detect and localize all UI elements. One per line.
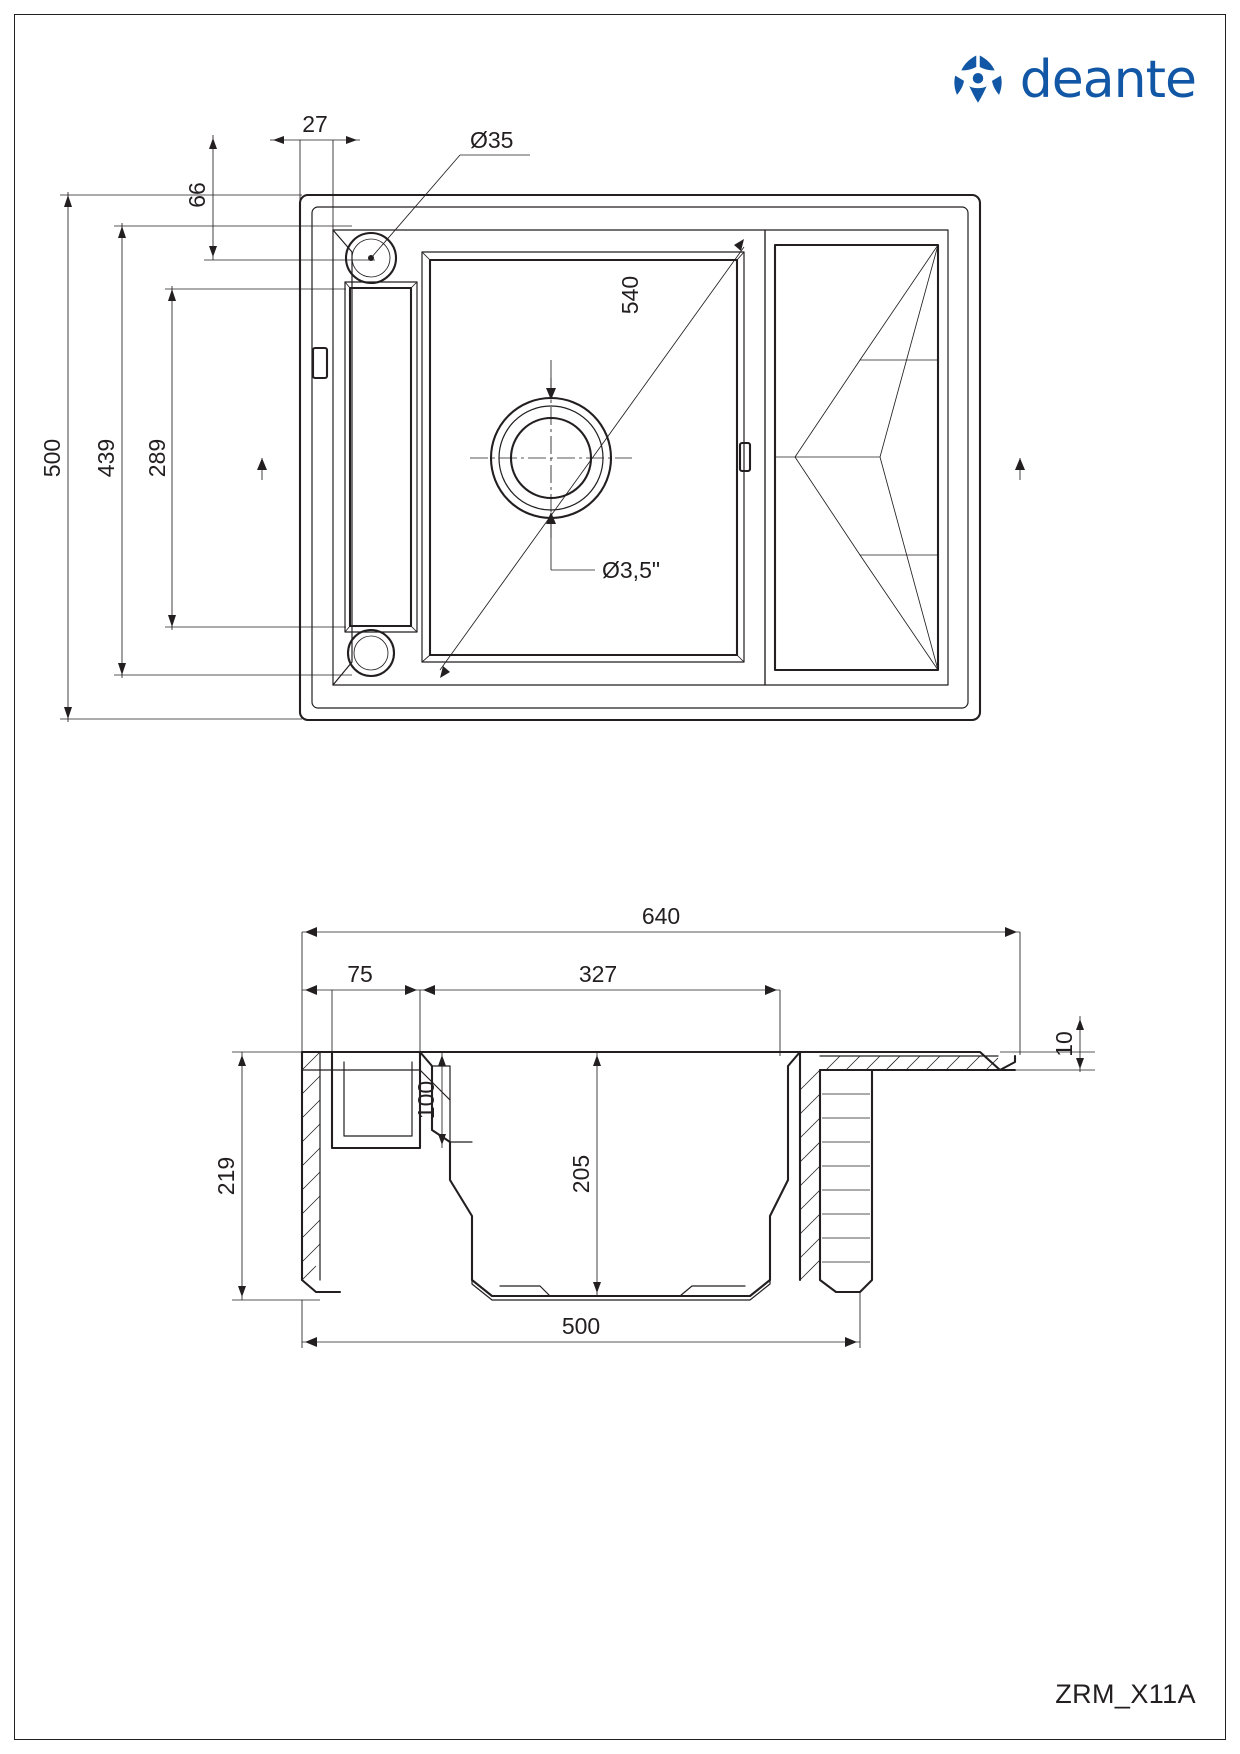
- dim-27: 27: [302, 111, 328, 137]
- dim-640: 640: [641, 903, 681, 929]
- dim-500-top: 500: [39, 438, 65, 478]
- dim-205: 205: [568, 1154, 594, 1194]
- dim-289: 289: [144, 438, 170, 478]
- dim-75: 75: [347, 961, 373, 987]
- product-code: ZRM_X11A: [1055, 1679, 1196, 1709]
- dim-540: 540: [617, 275, 643, 315]
- dim-10: 10: [1051, 1031, 1077, 1057]
- dim-d35inch: Ø3,5": [602, 557, 661, 583]
- dim-66: 66: [184, 182, 210, 208]
- dim-439: 439: [93, 438, 119, 478]
- dim-327: 327: [578, 961, 618, 987]
- brand-name: deante: [1019, 50, 1196, 110]
- dim-100: 100: [413, 1080, 439, 1120]
- section-view-drawing: [120, 880, 1140, 1380]
- dim-500-section: 500: [561, 1313, 601, 1339]
- dim-219: 219: [213, 1156, 239, 1196]
- dim-d35: Ø35: [470, 127, 514, 153]
- top-view-drawing: [0, 60, 1140, 860]
